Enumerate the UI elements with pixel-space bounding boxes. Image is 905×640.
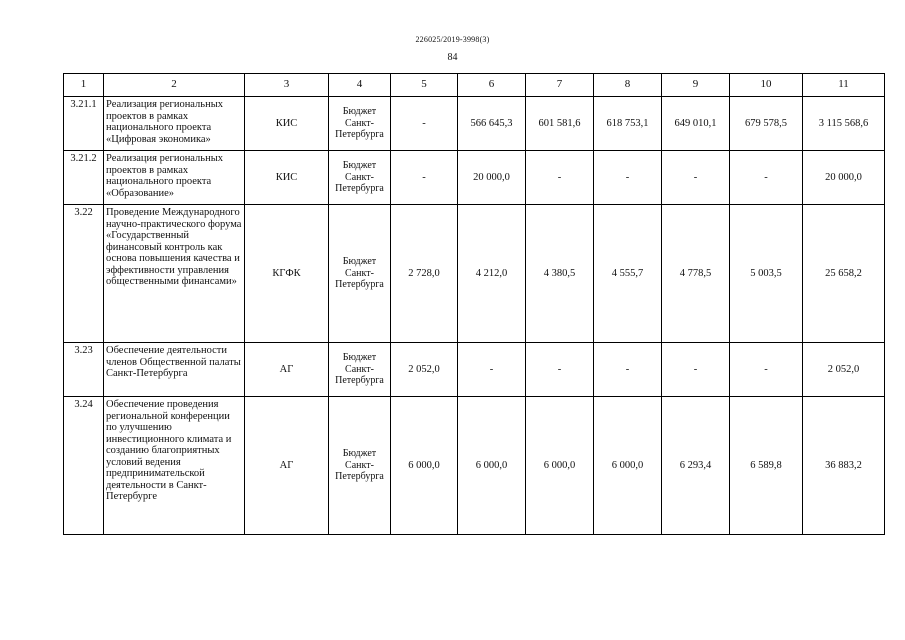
- source-line: Петербурга: [335, 279, 384, 291]
- value-cell: -: [458, 343, 526, 397]
- source-line: Петербурга: [335, 129, 384, 141]
- value-cell: 618 753,1: [594, 97, 662, 151]
- source-line: Бюджет: [342, 448, 377, 460]
- row-number: 3.21.2: [64, 151, 104, 205]
- column-header: 4: [329, 74, 391, 97]
- value-cell: 649 010,1: [662, 97, 730, 151]
- table-body: [64, 74, 885, 535]
- activity-name: Проведение Международного научно-практического форума «Государственный финансовый контроль как основа повышения качества и эффективности управления общественными финансами»: [104, 205, 245, 343]
- value-cell: 2 728,0: [391, 205, 458, 343]
- funding-source: [329, 97, 391, 151]
- column-header: 7: [526, 74, 594, 97]
- funding-source: [329, 151, 391, 205]
- source-line: Санкт-: [345, 267, 374, 279]
- source-line: Санкт-: [345, 171, 374, 183]
- value-cell: 6 000,0: [391, 397, 458, 535]
- value-cell: 6 000,0: [458, 397, 526, 535]
- total-cell: 3 115 568,6: [803, 97, 885, 151]
- row-number: 3.24: [64, 397, 104, 535]
- value-cell: -: [391, 97, 458, 151]
- activity-name: Реализация региональных проектов в рамках национального проекта «Цифровая экономика»: [104, 97, 245, 151]
- column-header: 3: [245, 74, 329, 97]
- value-cell: 6 589,8: [730, 397, 803, 535]
- column-header: 5: [391, 74, 458, 97]
- header-row: [64, 74, 885, 97]
- column-header: 1: [64, 74, 104, 97]
- funding-source: [329, 397, 391, 535]
- column-header: 10: [730, 74, 803, 97]
- source-line: Петербурга: [335, 183, 384, 195]
- value-cell: 6 000,0: [594, 397, 662, 535]
- value-cell: -: [594, 343, 662, 397]
- column-header: 9: [662, 74, 730, 97]
- activity-name: Обеспечение проведения региональной конференции по улучшению инвестиционного климата и созданию благоприятных условий ведения предпринимательской деятельности в Санкт-Петербурге: [104, 397, 245, 535]
- table-row: [64, 397, 885, 535]
- executor: АГ: [245, 397, 329, 535]
- value-cell: -: [662, 151, 730, 205]
- value-cell: -: [594, 151, 662, 205]
- column-header: 8: [594, 74, 662, 97]
- executor: КИС: [245, 151, 329, 205]
- funding-source: [329, 205, 391, 343]
- table-row: [64, 151, 885, 205]
- column-header: 2: [104, 74, 245, 97]
- executor: КИС: [245, 97, 329, 151]
- row-number: 3.22: [64, 205, 104, 343]
- activity-name: Реализация региональных проектов в рамках национального проекта «Образование»: [104, 151, 245, 205]
- total-cell: 36 883,2: [803, 397, 885, 535]
- value-cell: 6 000,0: [526, 397, 594, 535]
- total-cell: 20 000,0: [803, 151, 885, 205]
- source-line: Бюджет: [342, 256, 377, 268]
- source-line: Бюджет: [342, 160, 377, 172]
- value-cell: 5 003,5: [730, 205, 803, 343]
- value-cell: -: [526, 343, 594, 397]
- row-number: 3.23: [64, 343, 104, 397]
- value-cell: 601 581,6: [526, 97, 594, 151]
- value-cell: 20 000,0: [458, 151, 526, 205]
- source-line: Санкт-: [345, 117, 374, 129]
- value-cell: 679 578,5: [730, 97, 803, 151]
- value-cell: 6 293,4: [662, 397, 730, 535]
- row-number: 3.21.1: [64, 97, 104, 151]
- source-line: Бюджет: [342, 352, 377, 364]
- total-cell: 2 052,0: [803, 343, 885, 397]
- source-line: Санкт-: [345, 459, 374, 471]
- activity-name: Обеспечение деятельности членов Общественной палаты Санкт-Петербурга: [104, 343, 245, 397]
- value-cell: -: [526, 151, 594, 205]
- value-cell: -: [730, 151, 803, 205]
- value-cell: 4 778,5: [662, 205, 730, 343]
- value-cell: -: [730, 343, 803, 397]
- value-cell: 4 555,7: [594, 205, 662, 343]
- funding-source: [329, 343, 391, 397]
- table-row: [64, 205, 885, 343]
- source-line: Санкт-: [345, 363, 374, 375]
- value-cell: 566 645,3: [458, 97, 526, 151]
- source-line: Петербурга: [335, 375, 384, 387]
- value-cell: 4 212,0: [458, 205, 526, 343]
- column-header: 6: [458, 74, 526, 97]
- source-line: Бюджет: [342, 106, 377, 118]
- value-cell: -: [391, 151, 458, 205]
- value-cell: 2 052,0: [391, 343, 458, 397]
- document-id: 226025/2019-3998(3): [415, 35, 490, 44]
- value-cell: 4 380,5: [526, 205, 594, 343]
- table-row: [64, 97, 885, 151]
- executor: КГФК: [245, 205, 329, 343]
- total-cell: 25 658,2: [803, 205, 885, 343]
- budget-table: [63, 73, 885, 535]
- column-header: 11: [803, 74, 885, 97]
- executor: АГ: [245, 343, 329, 397]
- source-line: Петербурга: [335, 471, 384, 483]
- page-number: 84: [447, 52, 458, 63]
- table-row: [64, 343, 885, 397]
- value-cell: -: [662, 343, 730, 397]
